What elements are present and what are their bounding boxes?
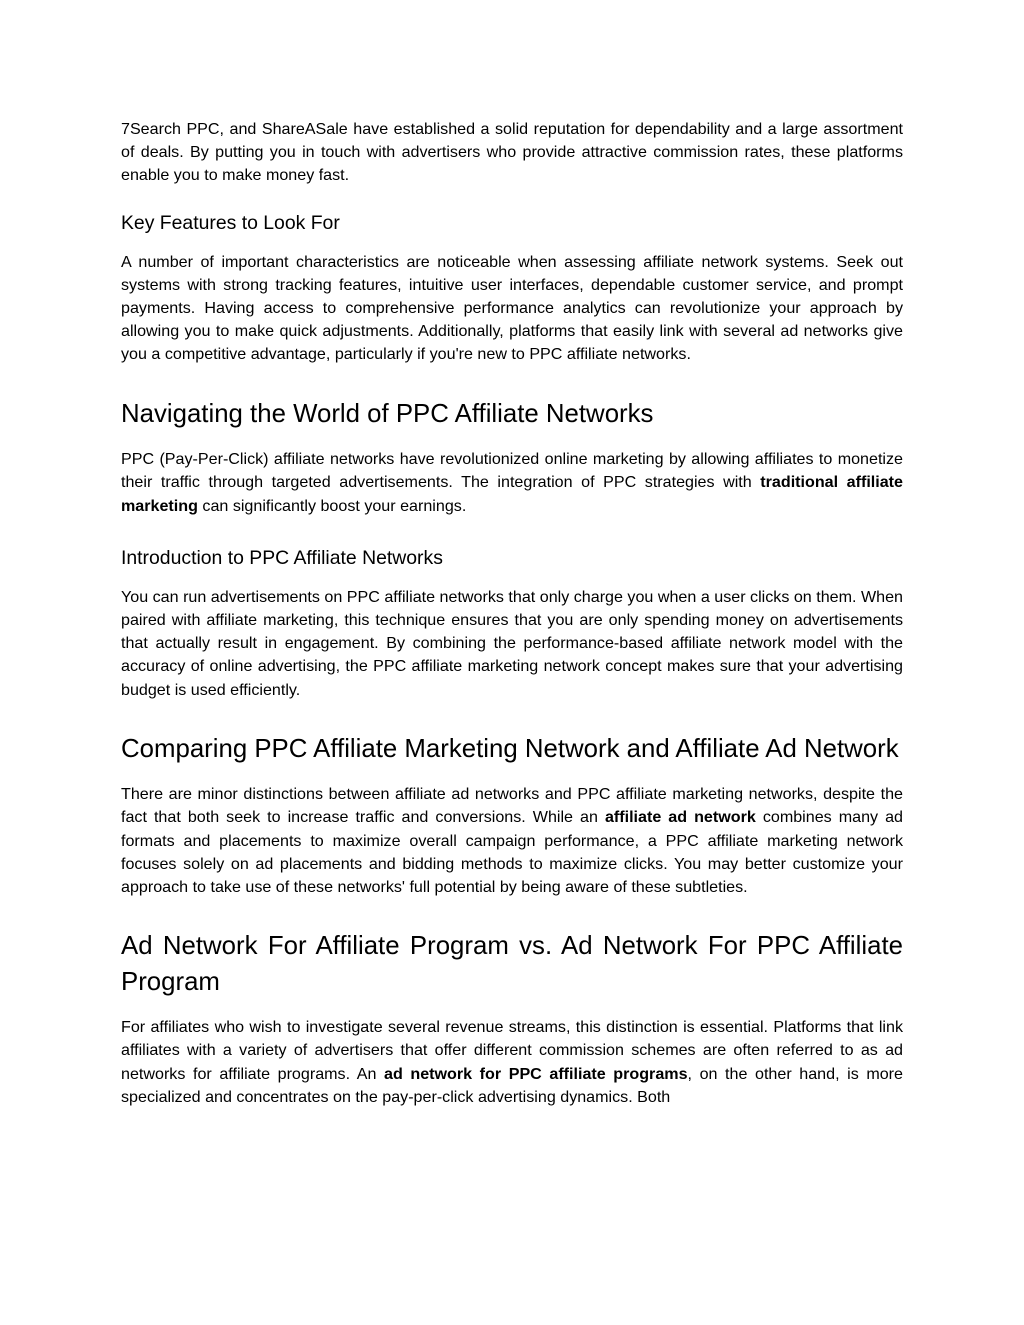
heading-introduction-ppc: Introduction to PPC Affiliate Networks (121, 546, 443, 569)
paragraph-comparing-networks (121, 783, 903, 899)
text-run: For affiliates who wish to investigate several revenue streams, this distinction is essential. Platforms that link affiliates with a variety of advertisers that offer different commission schemes are often referred to as ad networks for affiliate programs. An (121, 1018, 903, 1083)
heading-key-features: Key Features to Look For (121, 211, 340, 234)
heading-ad-network-comparison: Ad Network For Affiliate Program vs. Ad Network For PPC Affiliate Program (121, 932, 903, 996)
text-run: , on the other hand, is more specialized and concentrates on the pay-per-click advertising dynamics. Both (121, 1064, 903, 1106)
text-run: There are minor distinctions between affiliate ad networks and PPC affiliate marketing networks, despite the fact that both seek to increase traffic and conversions. While an (121, 785, 903, 827)
text-run: PPC (Pay-Per-Click) affiliate networks have revolutionized online marketing by allowing affiliates to monetize their traffic through targeted advertisements. The integration of PPC strategies with (121, 450, 903, 492)
heading-comparing-networks: Comparing PPC Affiliate Marketing Network and Affiliate Ad Network (121, 734, 899, 763)
heading-navigating-ppc: Navigating the World of PPC Affiliate Networks (121, 399, 654, 428)
paragraph-platforms-reputation: 7Search PPC, and ShareASale have established a solid reputation for dependability and a large assortment of deals. By putting you in touch with advertisers who provide attractive commission rates, these platforms enable you to make money fast. (121, 120, 903, 185)
document-page (121, 118, 903, 1109)
paragraph-ppc-networks-intro (121, 448, 903, 518)
text-run: can significantly boost your earnings. (197, 496, 467, 515)
paragraph-introduction-ppc: You can run advertisements on PPC affiliate networks that only charge you when a user clicks on them. When paired with affiliate marketing, this technique ensures that you are only spending money on advertisements that actually result in engagement. By combining the performance-based affiliate network model with the accuracy of online advertising, the PPC affiliate marketing network concept makes sure that your advertising budget is used efficiently. (121, 587, 903, 699)
paragraph-key-features: A number of important characteristics are noticeable when assessing affiliate network systems. Seek out systems with strong tracking features, intuitive user interfaces, dependable customer service, and prompt payments. Having access to comprehensive performance analytics can revolutionize your approach by allowing you to make quick adjustments. Additionally, platforms that easily link with several ad networks give you a competitive advantage, particularly if you're new to PPC affiliate networks. (121, 252, 903, 364)
text-run: combines many ad formats and placements to maximize overall campaign performance, a PPC affiliate marketing network focuses solely on ad placements and bidding methods to maximize clicks. You may better customize your approach to take use of these networks' full potential by being aware of these subtleties. (121, 808, 903, 897)
paragraph-ad-network-comparison (121, 1016, 903, 1109)
bold-affiliate-ad-network: affiliate ad network (604, 808, 756, 827)
bold-ad-network-ppc-programs: ad network for PPC affiliate programs (384, 1064, 688, 1083)
bold-traditional-affiliate-marketing: traditional affiliate marketing (121, 473, 903, 515)
